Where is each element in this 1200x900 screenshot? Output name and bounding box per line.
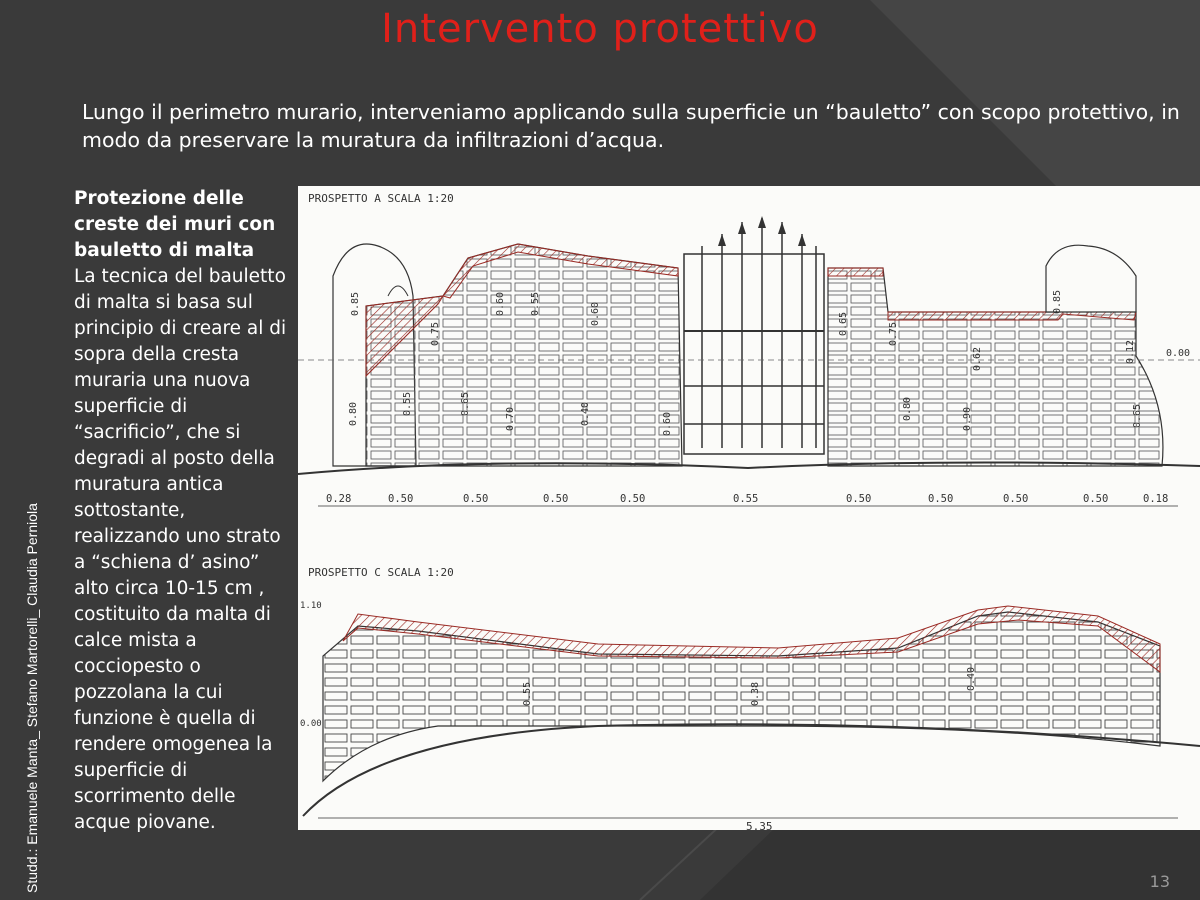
height-label: 0.85	[1052, 289, 1063, 314]
elevation-a	[298, 192, 1200, 506]
author-credit: Studd.: Emanuele Manta_ Stefano Martorelli_ Claudia Perniola	[24, 503, 40, 893]
height-label: 0.90	[962, 406, 973, 431]
dimension-label: 0.55	[733, 493, 759, 505]
iron-gate	[684, 216, 824, 454]
dimension-label: 0.18	[1143, 493, 1169, 505]
height-label: 0.65	[838, 311, 849, 336]
technical-drawing	[298, 186, 1200, 830]
level-marker-a: 0.00	[1166, 348, 1191, 359]
drawing-canvas	[298, 186, 1200, 830]
height-label: 0.12	[1125, 339, 1136, 364]
dimension-label: 0.50	[1083, 493, 1109, 505]
height-label: 0.65	[460, 391, 471, 416]
height-label: 0.40	[580, 401, 591, 426]
dimension-label: 0.28	[326, 493, 352, 505]
section-body: La tecnica del bauletto di malta si basa sul principio di creare al di sopra della cresta muraria una nuova superficie di “sacrificio”, che si degradi al posto della muratura antica sottostante, realizzando uno strato a “schiena d’ asino” alto circa 10-15 cm , costituito da malta di calce mista a cocciopesto o pozzolana la cui funzione è quella di rendere omogenea la superficie di scorrimento delle acque piovane.	[74, 266, 287, 833]
height-label: 0.75	[888, 321, 899, 346]
dimension-label: 0.50	[620, 493, 646, 505]
height-label: 0.70	[505, 406, 516, 431]
height-label: 0.55	[402, 391, 413, 416]
left-wall-mass	[366, 244, 682, 466]
ground-line-c	[303, 724, 1200, 816]
height-label: 0.62	[972, 346, 983, 371]
intro-paragraph: Lungo il perimetro murario, interveniamo applicando sulla superficie un “bauletto” con scopo protettivo, in modo da preservare la muratura da infiltrazioni d’acqua.	[82, 100, 1180, 152]
level-bottom-marker: 0.00	[300, 719, 322, 729]
height-label: 0.85	[350, 291, 361, 316]
elevation-a-label: PROSPETTO A SCALA 1:20	[308, 192, 454, 205]
height-label: 0.38	[750, 681, 761, 706]
height-label: 0.80	[348, 401, 359, 426]
dimension-label: 0.50	[846, 493, 872, 505]
height-label: 0.60	[590, 301, 601, 326]
height-label: 0.75	[430, 321, 441, 346]
elevation-c-label: PROSPETTO C SCALA 1:20	[308, 566, 454, 579]
dimension-label: 0.50	[1003, 493, 1029, 505]
dimension-label: 0.50	[928, 493, 954, 505]
section-heading: Protezione delle creste dei muri con bauletto di malta	[74, 188, 276, 261]
elevation-c	[300, 566, 1200, 830]
height-label: 0.65	[1132, 403, 1143, 428]
dimension-label: 0.50	[463, 493, 489, 505]
total-length-label: 5.35	[746, 820, 773, 830]
height-label: 0.55	[530, 291, 541, 316]
slide-title: Intervento protettivo	[381, 6, 819, 52]
height-label: 0.80	[902, 396, 913, 421]
level-top-marker: 1.10	[300, 601, 322, 611]
height-label: 0.40	[966, 666, 977, 691]
text-section	[74, 186, 296, 836]
right-pier-cap	[828, 268, 883, 276]
height-label: 0.55	[522, 681, 533, 706]
dimension-label: 0.50	[543, 493, 569, 505]
height-label: 0.60	[495, 291, 506, 316]
page-number: 13	[1149, 872, 1170, 891]
height-label: 0.60	[662, 411, 673, 436]
dimension-label: 0.50	[388, 493, 414, 505]
